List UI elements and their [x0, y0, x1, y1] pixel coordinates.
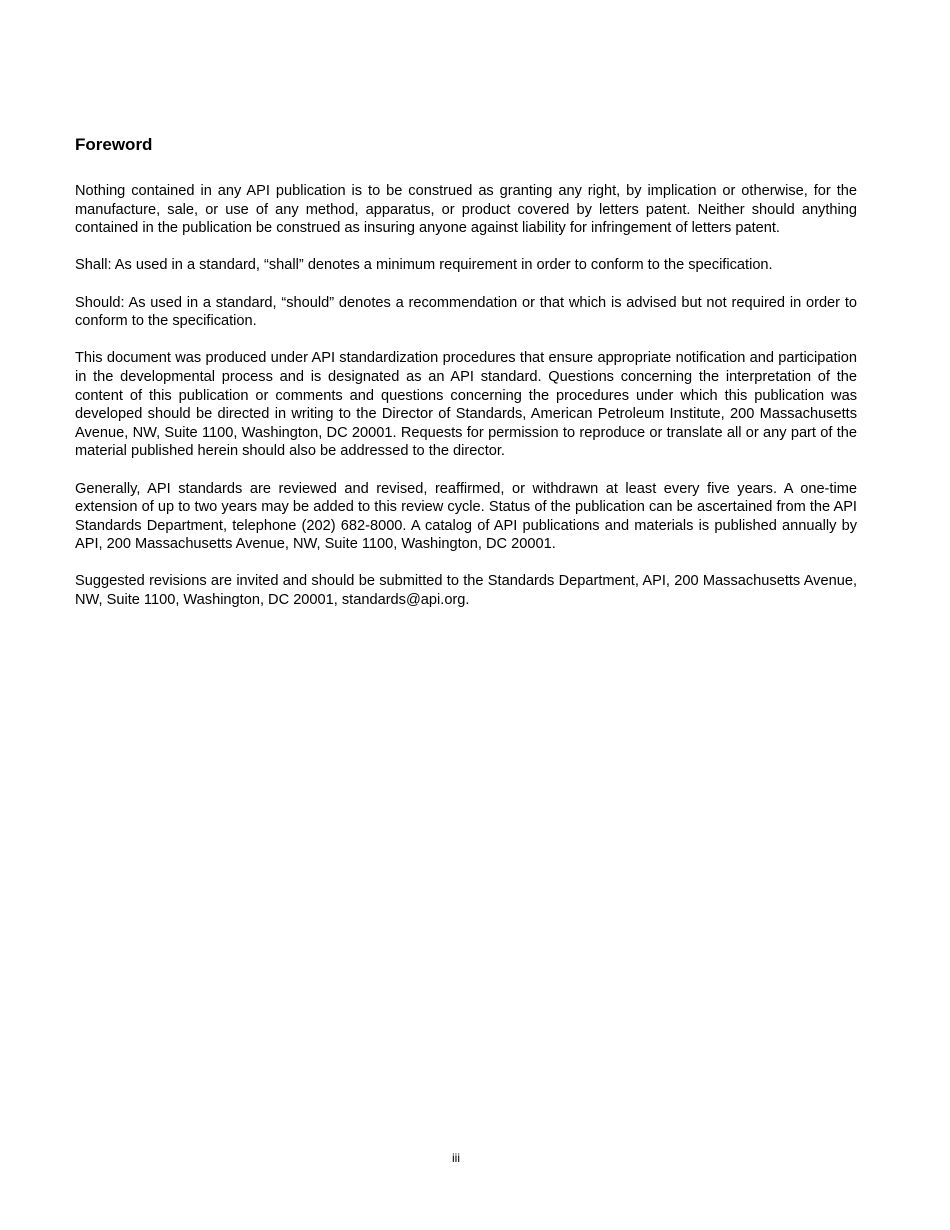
page-number: iii — [452, 1151, 460, 1165]
paragraph-standardization-procedures: This document was produced under API standardization procedures that ensure appropriate notification and participation in the developmental process and is designated as an API standard. Questions concerning the interpretation of the content of this publication or comments and questions concerning the procedures under which this publication was developed should be directed in writing to the Director of Standards, American Petroleum Institute, 200 Massachusetts Avenue, NW, Suite 1100, Washington, DC 20001. Requests for permission to reproduce or translate all or any part of the material published herein should also be addressed to the director. — [75, 350, 857, 460]
paragraph-should-definition: Should: As used in a standard, “should” denotes a recommendation or that which is advised but not required in order to conform to the specification. — [75, 294, 857, 330]
paragraph-suggested-revisions: Suggested revisions are invited and should be submitted to the Standards Department, API, 200 Massachusetts Avenue, NW, Suite 1100, Washington, DC 20001, standards@api.org. — [75, 573, 857, 609]
paragraph-shall-definition: Shall: As used in a standard, “shall” denotes a minimum requirement in order to conform to the specification. — [75, 257, 773, 274]
section-heading: Foreword — [75, 135, 153, 154]
paragraph-patent-disclaimer: Nothing contained in any API publication is to be construed as granting any right, by implication or otherwise, for the manufacture, sale, or use of any method, apparatus, or product covered by letters patent. Neither should anything contained in the publication be construed as insuring anyone against liability for infringement of letters patent. — [75, 183, 857, 237]
foreword-section — [75, 134, 857, 628]
paragraph-review-cycle: Generally, API standards are reviewed and revised, reaffirmed, or withdrawn at least every five years. A one-time extension of up to two years may be added to this review cycle. Status of the publication can be ascertained from the API Standards Department, telephone (202) 682-8000. A catalog of API publications and materials is published annually by API, 200 Massachusetts Avenue, NW, Suite 1100, Washington, DC 20001. — [75, 480, 857, 553]
